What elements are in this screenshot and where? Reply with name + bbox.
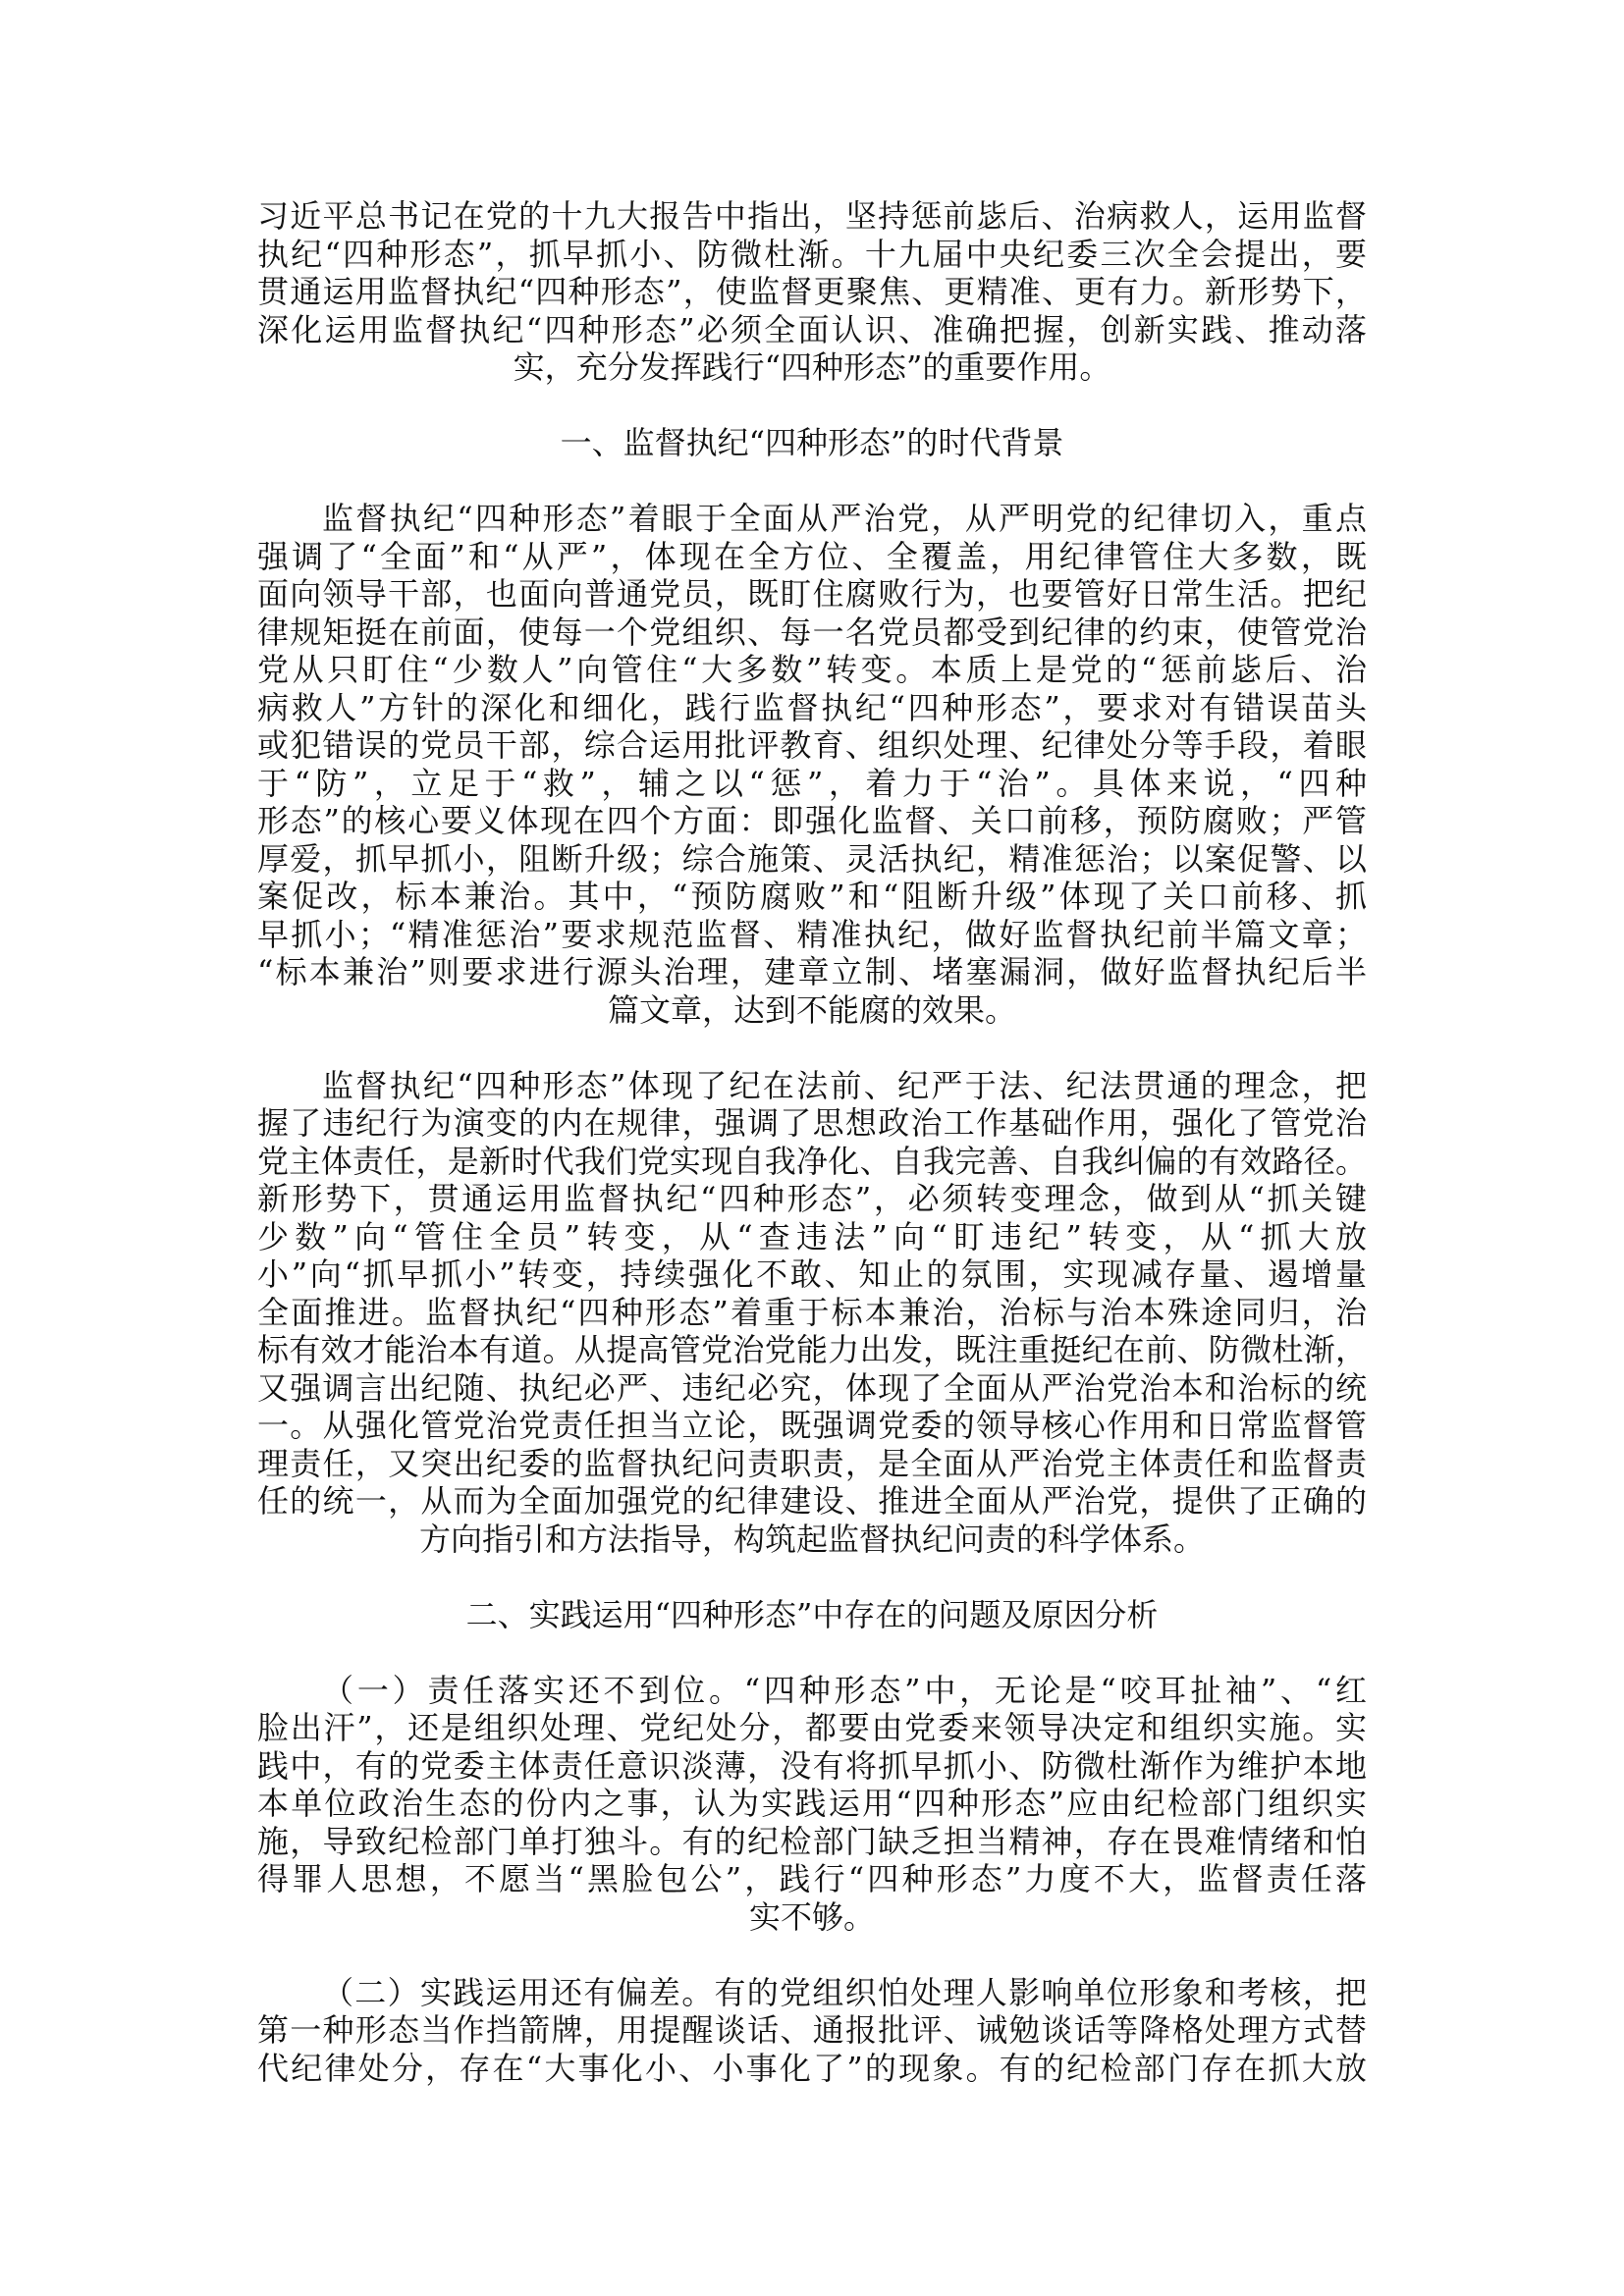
paragraph-line: 或犯错误的党员干部，综合运用批评教育、组织处理、纪律处分等手段，着眼 (257, 726, 1367, 764)
paragraph-line: 篇文章，达到不能腐的效果。 (607, 990, 1016, 1029)
paragraph-line: 案促改，标本兼治。其中，“预防腐败”和“阻断升级”体现了关口前移、抓 (257, 878, 1367, 915)
paragraph-line: 早抓小；“精准惩治”要求规范监督、精准执纪，做好监督执纪前半篇文章； (257, 915, 1367, 953)
paragraph-line: 党主体责任，是新时代我们党实现自我净化、自我完善、自我纠偏的有效路径。 (257, 1142, 1367, 1180)
paragraph-line: 代纪律处分，存在“大事化小、小事化了”的现象。有的纪检部门存在抓大放 (257, 2049, 1367, 2087)
paragraph-line: 实不够。 (748, 1897, 875, 1936)
paragraph-line: 脸出汗”，还是组织处理、党纪处分，都要由党委来领导决定和组织实施。实 (257, 1709, 1367, 1746)
paragraph-1 (257, 197, 1367, 387)
paragraph-line: 厚爱，抓早抓小，阻断升级；综合施策、灵活执纪，精准惩治；以案促警、以 (257, 839, 1367, 878)
paragraph-line: 践中，有的党委主体责任意识淡薄，没有将抓早抓小、防微杜渐作为维护本地 (257, 1746, 1367, 1785)
document-body (257, 197, 1367, 2087)
paragraph-line: 贯通运用监督执纪“四种形态”，使监督更聚焦、更精准、更有力。新形势下， (257, 273, 1367, 310)
paragraph-line: 律规矩挺在前面，使每一个党组织、每一名党员都受到纪律的约束，使管党治 (257, 613, 1367, 651)
section-heading-2 (257, 1596, 1367, 1634)
paragraph-line: 党从只盯住“少数人”向管住“大多数”转变。本质上是党的“惩前毖后、治 (257, 651, 1367, 688)
paragraph-2 (257, 500, 1367, 1029)
paragraph-line: 监督执纪“四种形态”体现了纪在法前、纪严于法、纪法贯通的理念，把 (322, 1066, 1367, 1104)
paragraph-line: 面向领导干部，也面向普通党员，既盯住腐败行为，也要管好日常生活。把纪 (257, 575, 1367, 613)
paragraph-line: （一）责任落实还不到位。“四种形态”中，无论是“咬耳扯袖”、“红 (322, 1671, 1367, 1709)
paragraph-line: 病救人”方针的深化和细化，践行监督执纪“四种形态”，要求对有错误苗头 (257, 688, 1367, 726)
paragraph-line: 于“防”，立足于“救”，辅之以“惩”，着力于“治”。具体来说，“四种 (257, 764, 1367, 802)
paragraph-line: 形态”的核心要义体现在四个方面：即强化监督、关口前移，预防腐败；严管 (257, 802, 1367, 839)
paragraph-line: 全面推进。监督执纪“四种形态”着重于标本兼治，治标与治本殊途同归，治 (257, 1293, 1367, 1331)
paragraph-line: 监督执纪“四种形态”着眼于全面从严治党，从严明党的纪律切入，重点 (322, 500, 1367, 537)
heading-text: 一、监督执纪“四种形态”的时代背景 (560, 424, 1064, 461)
paragraph-line: 执纪“四种形态”，抓早抓小、防微杜渐。十九届中央纪委三次全会提出，要 (257, 235, 1367, 273)
paragraph-line: 习近平总书记在党的十九大报告中指出，坚持惩前毖后、治病救人，运用监督 (257, 197, 1367, 235)
paragraph-line: 少数”向“管住全员”转变，从“查违法”向“盯违纪”转变，从“抓大放 (257, 1217, 1367, 1255)
paragraph-line: 深化运用监督执纪“四种形态”必须全面认识、准确把握，创新实践、推动落 (257, 310, 1367, 348)
section-heading-1 (257, 424, 1367, 462)
paragraph-4 (257, 1672, 1367, 1937)
heading-text: 二、实践运用“四种形态”中存在的问题及原因分析 (465, 1595, 1159, 1633)
paragraph-5 (257, 1974, 1367, 2088)
paragraph-line: 实，充分发挥践行“四种形态”的重要作用。 (513, 348, 1111, 386)
paragraph-3 (257, 1067, 1367, 1559)
paragraph-line: （二）实践运用还有偏差。有的党组织怕处理人影响单位形象和考核，把 (322, 1973, 1367, 2011)
paragraph-line: 强调了“全面”和“从严”，体现在全方位、全覆盖，用纪律管住大多数，既 (257, 537, 1367, 575)
paragraph-line: 任的统一，从而为全面加强党的纪律建设、推进全面从严治党，提供了正确的 (257, 1482, 1367, 1520)
paragraph-line: 得罪人思想，不愿当“黑脸包公”，践行“四种形态”力度不大，监督责任落 (257, 1860, 1367, 1897)
paragraph-line: 握了违纪行为演变的内在规律，强调了思想政治工作基础作用，强化了管党治 (257, 1104, 1367, 1142)
paragraph-line: 施，导致纪检部门单打独斗。有的纪检部门缺乏担当精神，存在畏难情绪和怕 (257, 1822, 1367, 1860)
paragraph-line: 新形势下，贯通运用监督执纪“四种形态”，必须转变理念，做到从“抓关键 (257, 1180, 1367, 1217)
paragraph-line: “标本兼治”则要求进行源头治理，建章立制、堵塞漏洞，做好监督执纪后半 (257, 953, 1367, 990)
paragraph-line: 又强调言出纪随、执纪必严、违纪必究，体现了全面从严治党治本和治标的统 (257, 1368, 1367, 1407)
paragraph-line: 标有效才能治本有道。从提高管党治党能力出发，既注重挺纪在前、防微杜渐， (257, 1331, 1367, 1368)
paragraph-line: 第一种形态当作挡箭牌，用提醒谈话、通报批评、诫勉谈话等降格处理方式替 (257, 2011, 1367, 2049)
paragraph-line: 方向指引和方法指导，构筑起监督执纪问责的科学体系。 (418, 1520, 1205, 1558)
paragraph-line: 理责任，又突出纪委的监督执纪问责职责，是全面从严治党主体责任和监督责 (257, 1444, 1367, 1482)
paragraph-line: 一。从强化管党治党责任担当立论，既强调党委的领导核心作用和日常监督管 (257, 1407, 1367, 1444)
paragraph-line: 小”向“抓早抓小”转变，持续强化不敢、知止的氛围，实现减存量、遏增量 (257, 1255, 1367, 1293)
paragraph-line: 本单位政治生态的份内之事，认为实践运用“四种形态”应由纪检部门组织实 (257, 1785, 1367, 1822)
